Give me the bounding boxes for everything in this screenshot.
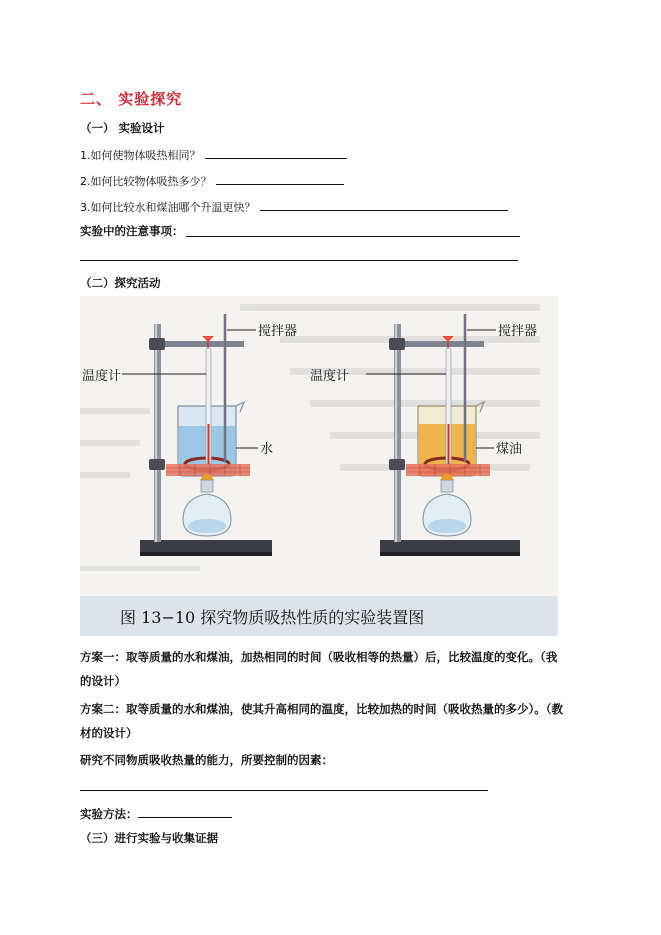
question-3 [80,198,508,215]
question-2 [80,172,344,189]
notes-blank-line-1[interactable] [186,236,520,237]
method-line [80,805,232,821]
label-thermometer-left: 温度计 [82,369,122,384]
figure-caption: 图 13−10 探究物质吸热性质的实验装置图 [120,608,425,627]
apparatus-illustration [80,296,558,636]
plan-2-line-1: 方案二：取等质量的水和煤油，使其升高相同的温度，比较加热的时间（吸收热量的多少）。（教 [80,702,563,716]
section-title: 二、 实验探究 [80,90,183,108]
factors-label: 研究不同物质吸收热量的能力，所要控制的因素： [80,753,333,767]
question-2-blank[interactable] [216,172,344,185]
clamp-arm [394,341,484,347]
method-label: 实验方法： [80,807,138,821]
water-apparatus [122,314,272,556]
factors-blank-line[interactable] [80,790,488,791]
question-1-blank[interactable] [205,146,347,159]
notes-blank-line-2[interactable] [80,260,518,261]
method-blank[interactable] [138,805,232,818]
question-3-text: 3.如何比较水和煤油哪个升温更快？ [80,201,256,214]
label-kerosene: 煤油 [496,442,523,457]
label-stirrer-right: 搅拌器 [498,324,538,339]
question-3-blank[interactable] [260,198,508,211]
apparatus-figure [80,296,558,636]
label-thermometer-right: 温度计 [310,369,350,384]
plan-1-line-1: 方案一：取等质量的水和煤油，加热相同的时间（吸收相等的热量）后，比较温度的变化。（我 [80,650,558,664]
clamp-arm [154,341,244,347]
notes-label: 实验中的注意事项： [80,224,184,238]
label-water: 水 [260,442,274,457]
label-stirrer-left: 搅拌器 [258,324,298,339]
design-heading: （一） 实验设计 [80,121,165,135]
question-1-text: 1.如何使物体吸热相同？ [80,149,201,162]
question-1 [80,146,347,163]
plan-2-line-2: 材的设计） [80,726,138,740]
collect-heading: （三）进行实验与收集证据 [80,831,218,845]
activity-heading: （二）探究活动 [80,276,161,290]
question-2-text: 2.如何比较物体吸热多少？ [80,175,212,188]
plan-1-line-2: 的设计） [80,674,126,688]
